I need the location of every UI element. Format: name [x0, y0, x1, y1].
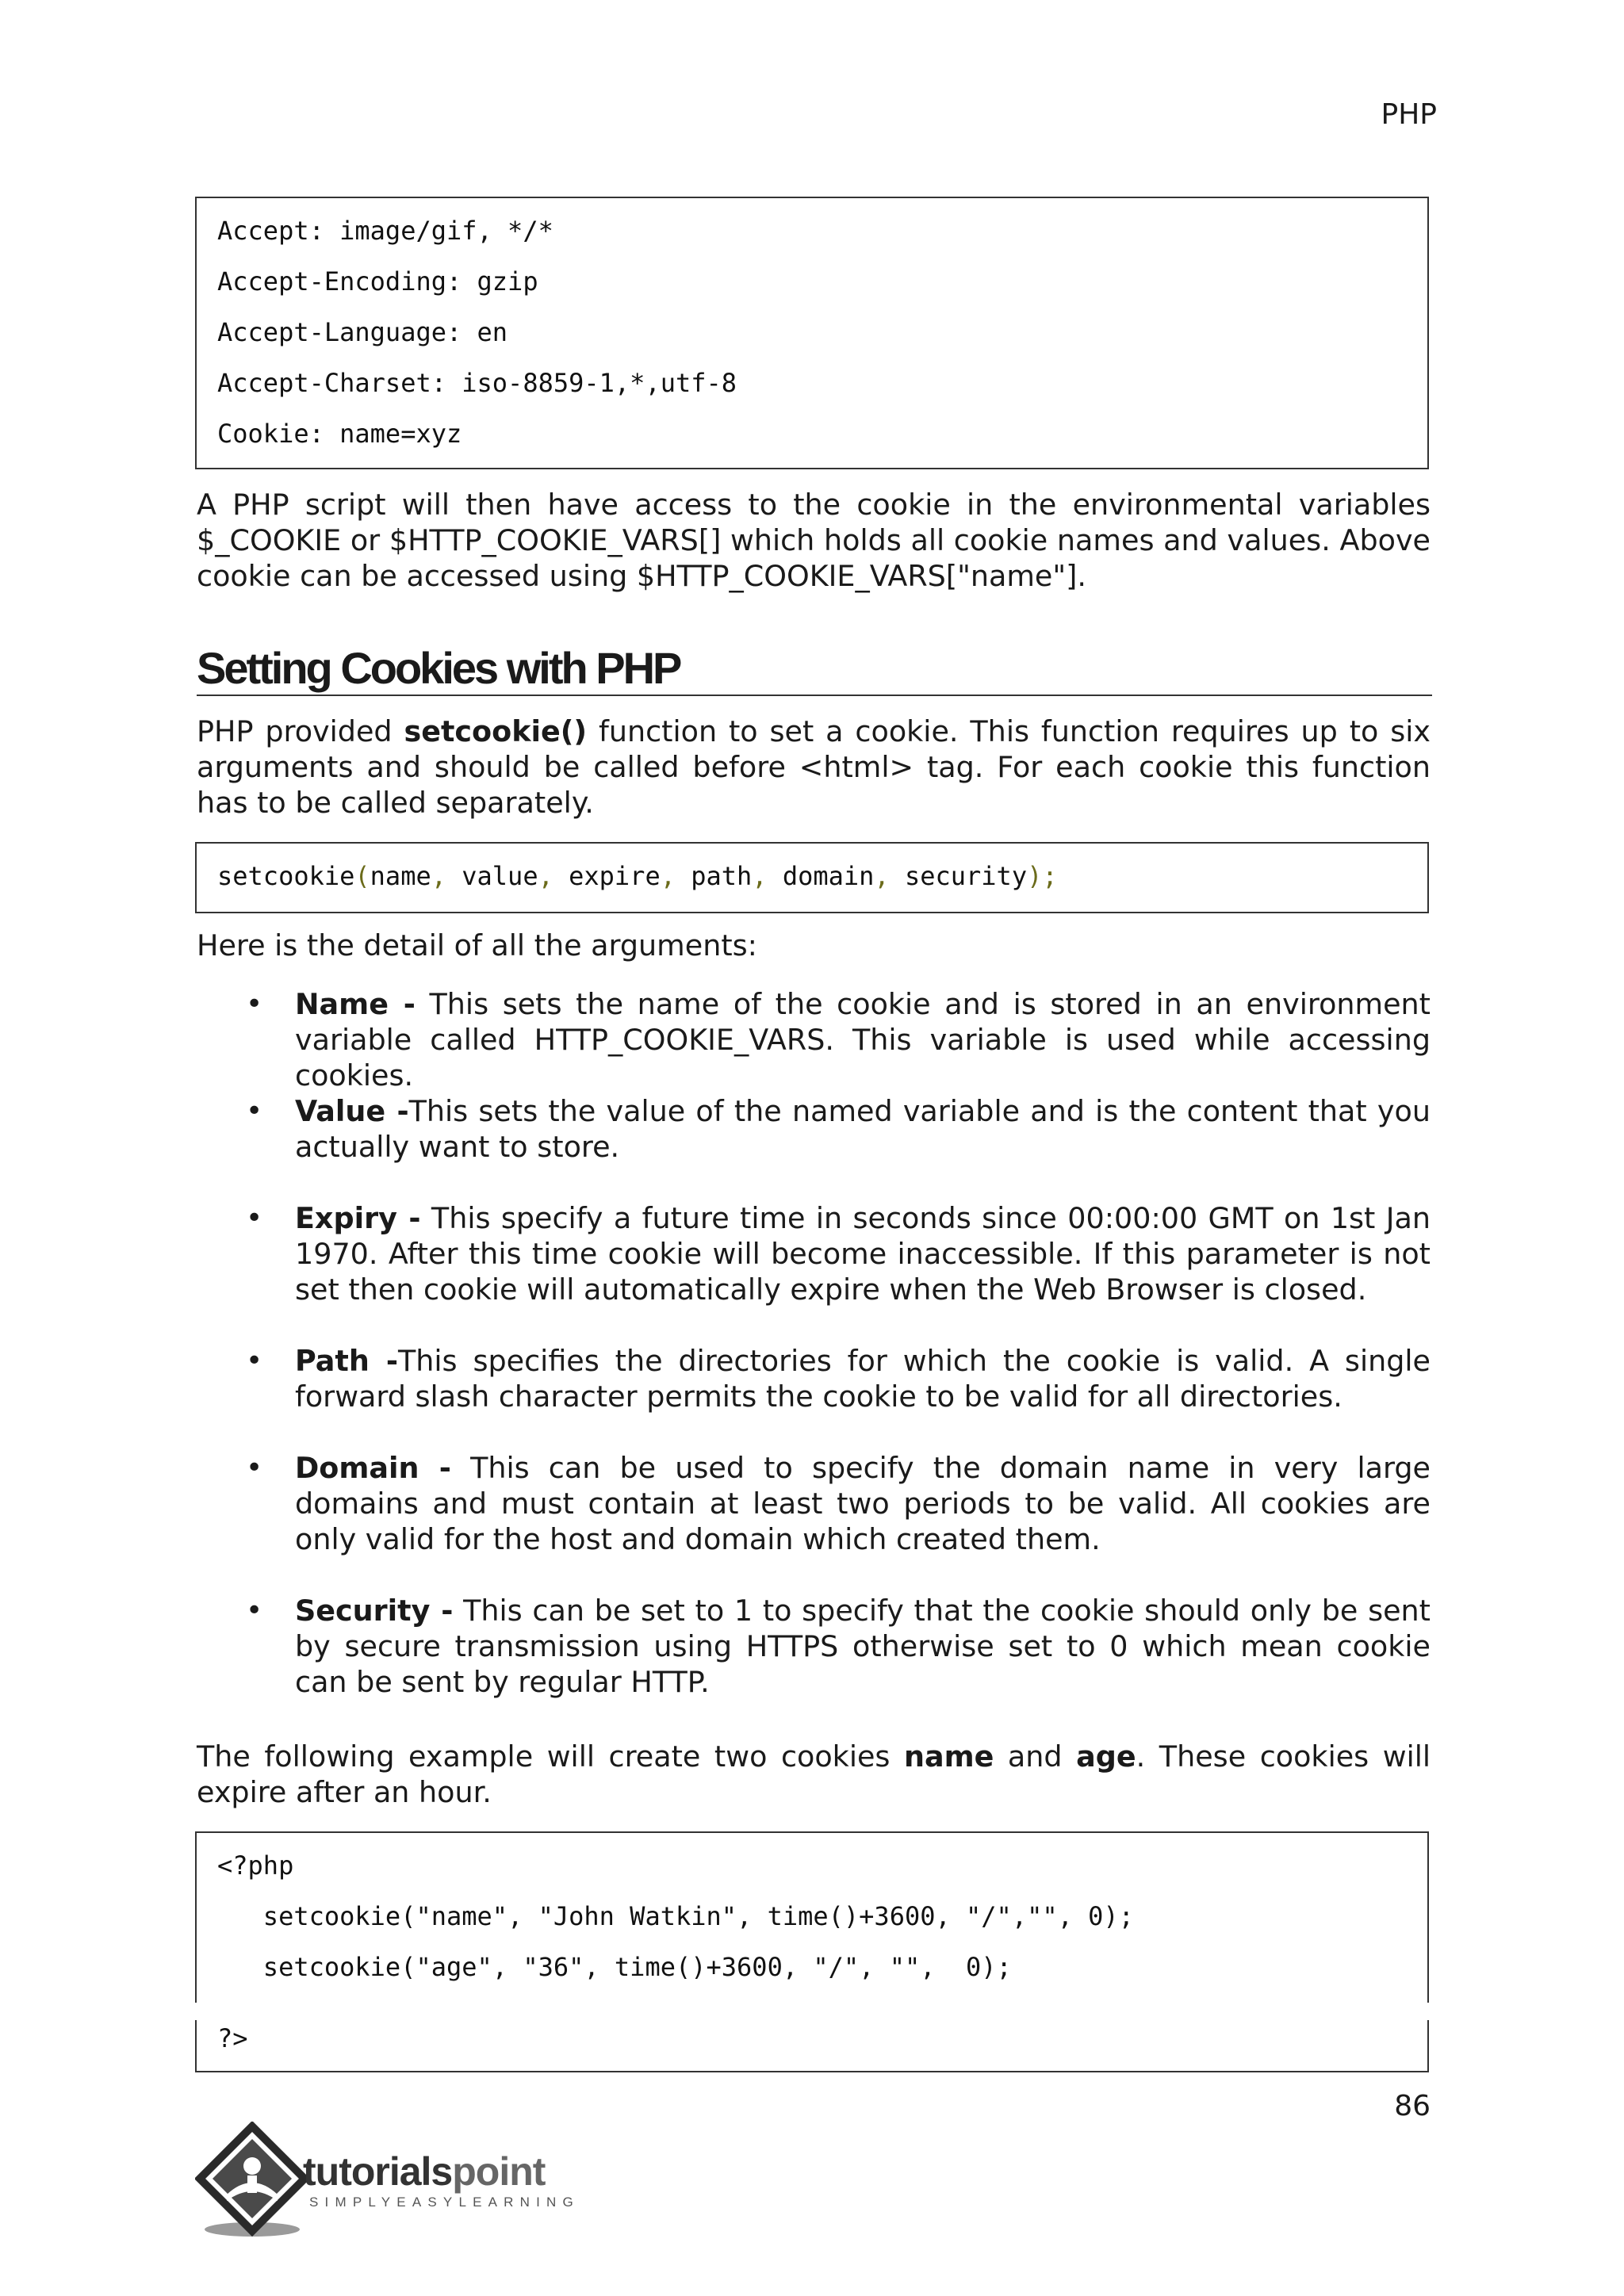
text: . These cookies will expire after an hour. [197, 1739, 1431, 1809]
argument-desc: This sets the name of the cookie and is stored in an environment variable called HTTP_COOKIE_VARS. This variable is used while accessing cookies. [295, 987, 1431, 1093]
arg: value [462, 861, 538, 891]
argument-desc: This can be used to specify the domain name in very large domains and must contain at least two periods to be valid. All cookies are only valid for the host and domain which created them. [295, 1451, 1431, 1556]
fn-name: setcookie [217, 861, 355, 891]
code-line: Accept-Charset: iso-8859-1,*,utf-8 [217, 368, 737, 398]
close-paren: ); [1027, 861, 1058, 891]
argument-item-name [246, 986, 1431, 1093]
argument-term: Name - [295, 987, 416, 1021]
arg: name [370, 861, 431, 891]
arg: path [691, 861, 753, 891]
example-code-block-bottom [195, 2020, 1429, 2072]
text: and [994, 1739, 1077, 1774]
arguments-intro: Here is the detail of all the arguments: [197, 928, 757, 962]
logo-text-part: point [452, 2149, 546, 2194]
logo-text-part: tutorials [303, 2149, 453, 2194]
arg: expire [569, 861, 661, 891]
argument-desc: This specify a future time in seconds since 00:00:00 GMT on 1st Jan 1970. After this time cookie will become inaccessible. If this parameter is not set then cookie will automatically expire when the Web Browser is closed. [295, 1201, 1431, 1307]
code-line: Cookie: name=xyz [217, 419, 462, 449]
function-name: setcookie() [404, 714, 588, 748]
logo-tagline: SIMPLYEASYLEARNING [309, 2195, 580, 2210]
bullet-icon: • [246, 1095, 263, 1127]
setcookie-signature-code-block [195, 842, 1429, 913]
bullet-icon: • [246, 1202, 263, 1234]
text: function to set a cookie. This function requires up to six arguments and should be called before <html> tag. For each cookie this function has to be called separately. [197, 714, 1431, 820]
argument-term: Value - [295, 1094, 409, 1128]
bullet-icon: • [246, 1594, 263, 1627]
text: The following example will create two cookies [197, 1739, 904, 1774]
logo-wordmark [303, 2149, 545, 2195]
code-line: <?php [217, 1850, 294, 1881]
arg: security [904, 861, 1028, 891]
bullet-icon: • [246, 1452, 263, 1484]
tutorialspoint-logo [195, 2122, 592, 2241]
section-heading: Setting Cookies with PHP [197, 641, 1432, 696]
comma: , [874, 861, 890, 891]
code-line: Accept: image/gif, */* [217, 216, 553, 246]
code-line: setcookie("age", "36", time()+3600, "/", "", 0); [217, 1952, 1012, 1982]
comma: , [660, 861, 676, 891]
argument-desc: This specifies the directories for which the cookie is valid. A single forward slash character permits the cookie to be valid for all directories. [295, 1344, 1431, 1414]
argument-desc: This sets the value of the named variable and is the content that you actually want to store. [295, 1094, 1431, 1164]
arg: domain [782, 861, 875, 891]
argument-term: Expiry - [295, 1201, 421, 1235]
cookie-age-term: age [1076, 1739, 1136, 1774]
setcookie-description [197, 714, 1431, 821]
comma: , [752, 861, 768, 891]
cookie-name-term: name [903, 1739, 994, 1774]
open-paren: ( [354, 861, 370, 891]
comma: , [538, 861, 553, 891]
argument-item-value [246, 1093, 1431, 1165]
code-line: Accept-Language: en [217, 317, 508, 347]
text: PHP provided [197, 714, 404, 748]
request-headers-code-block [195, 197, 1429, 469]
page-header-title: PHP [1381, 98, 1437, 131]
code-line: ?> [217, 2023, 248, 2053]
example-code-block-top [195, 1831, 1429, 2003]
code-line: setcookie("name", "John Watkin", time()+3600, "/","", 0); [217, 1901, 1134, 1931]
logo-diamond-icon [195, 2122, 314, 2241]
code-line: Accept-Encoding: gzip [217, 266, 538, 297]
bullet-icon: • [246, 988, 263, 1020]
bullet-icon: • [246, 1345, 263, 1377]
argument-item-domain [246, 1450, 1431, 1557]
argument-term: Domain - [295, 1451, 451, 1485]
argument-term: Security - [295, 1594, 454, 1628]
argument-term: Path - [295, 1344, 398, 1378]
argument-desc: This can be set to 1 to specify that the cookie should only be sent by secure transmission using HTTPS otherwise set to 0 which mean cookie can be sent by regular HTTP. [295, 1594, 1431, 1699]
argument-item-expiry [246, 1200, 1431, 1307]
argument-item-path [246, 1343, 1431, 1414]
code-line [217, 861, 1058, 891]
argument-item-security [246, 1593, 1431, 1700]
comma: , [431, 861, 446, 891]
page-number: 86 [1394, 2090, 1431, 2122]
intro-paragraph: A PHP script will then have access to the cookie in the environmental variables $_COOKIE or $HTTP_COOKIE_VARS[] which holds all cookie names and values. Above cookie can be accessed using $HTTP_COOKIE_VARS["name"]. [197, 488, 1431, 593]
example-paragraph [197, 1739, 1431, 1810]
